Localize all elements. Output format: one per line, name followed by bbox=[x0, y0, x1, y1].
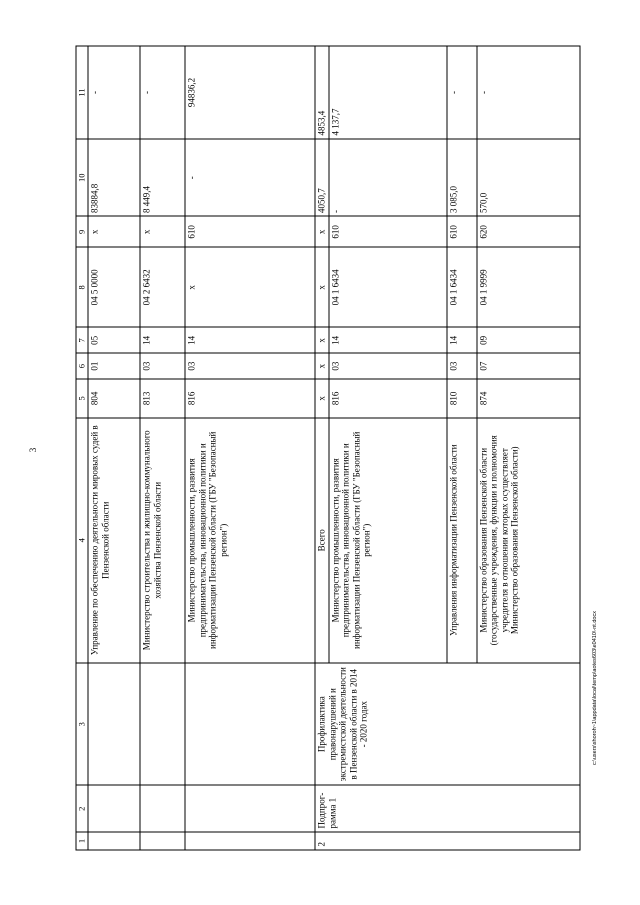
header-cell: 6 bbox=[76, 353, 88, 379]
header-cell: 10 bbox=[76, 139, 88, 216]
cell-vr: x bbox=[315, 216, 329, 247]
cell-pr: 14 bbox=[329, 327, 447, 353]
cell-csr: 04 1 9999 bbox=[477, 247, 580, 327]
cell-grbs: 810 bbox=[447, 379, 477, 418]
cell-csr: x bbox=[185, 247, 315, 327]
cell-executor: Министерство промышленности, развития предпринимательства, инновационной политики и информатизации Пензенской области (ГБУ "Безопасный регион") bbox=[329, 418, 447, 663]
cell-pr: 14 bbox=[140, 327, 185, 353]
cell-program-name: Профилактика правонарушений и экстремистской деятельности в Пензенской области в 2014 - 2020 годах bbox=[315, 663, 580, 786]
cell-program bbox=[185, 785, 315, 831]
cell-amount-11: 94836,2 bbox=[185, 46, 315, 139]
cell-pr: 05 bbox=[88, 327, 140, 353]
cell-amount-11: - bbox=[447, 46, 477, 139]
cell-amount-10: 4050,7 bbox=[315, 139, 329, 216]
cell-vr: 610 bbox=[329, 216, 447, 247]
cell-executor: Управление по обеспечению деятельности мировых судей в Пензенской области bbox=[88, 418, 140, 663]
cell-vr: 620 bbox=[477, 216, 580, 247]
header-cell: 3 bbox=[76, 663, 88, 786]
header-cell: 1 bbox=[76, 832, 88, 850]
cell-pr: x bbox=[315, 327, 329, 353]
table-row bbox=[88, 46, 140, 850]
cell-amount-11: - bbox=[140, 46, 185, 139]
cell-grbs: 874 bbox=[477, 379, 580, 418]
cell-amount-10: 83884,8 bbox=[88, 139, 140, 216]
cell-amount-11: - bbox=[88, 46, 140, 139]
header-cell: 5 bbox=[76, 379, 88, 418]
cell-rz: 03 bbox=[185, 353, 315, 379]
cell-amount-11: - bbox=[477, 46, 580, 139]
cell-executor: Министерство образования Пензенской области (государственные учреждения, функции и полномочия учредителя в отношении которых осуществляет Министерство образования Пензенской области) bbox=[477, 418, 580, 663]
page-number: 3 bbox=[28, 447, 38, 453]
cell-amount-11: 4 137,7 bbox=[329, 46, 447, 139]
cell-program bbox=[88, 785, 140, 831]
cell-amount-10: 8 449,4 bbox=[140, 139, 185, 216]
document-path: c:\users\shoroh~1\appdata\local\temp\aotes603\e0410\-nt.docx bbox=[592, 611, 598, 765]
header-cell: 11 bbox=[76, 46, 88, 139]
cell-amount-10: 570,0 bbox=[477, 139, 580, 216]
cell-program-name bbox=[88, 663, 140, 786]
cell-executor: Всего bbox=[315, 418, 329, 663]
header-cell: 8 bbox=[76, 247, 88, 327]
cell-csr: 04 2 6432 bbox=[140, 247, 185, 327]
cell-rz: 07 bbox=[477, 353, 580, 379]
cell-csr: 04 5 0000 bbox=[88, 247, 140, 327]
budget-table bbox=[76, 46, 581, 851]
cell-grbs: 816 bbox=[185, 379, 315, 418]
cell-executor: Министерство строительства и жилищно-коммунального хозяйства Пензенской области bbox=[140, 418, 185, 663]
cell-rz: x bbox=[315, 353, 329, 379]
cell-rz: 03 bbox=[329, 353, 447, 379]
header-cell: 2 bbox=[76, 785, 88, 831]
cell-grbs: 813 bbox=[140, 379, 185, 418]
cell-csr: 04 1 6434 bbox=[447, 247, 477, 327]
cell-amount-11: 4853,4 bbox=[315, 46, 329, 139]
cell-csr: 04 1 6434 bbox=[329, 247, 447, 327]
header-cell: 7 bbox=[76, 327, 88, 353]
cell-grbs: 816 bbox=[329, 379, 447, 418]
cell-program bbox=[140, 785, 185, 831]
cell-number: 2 bbox=[315, 832, 580, 850]
cell-rz: 03 bbox=[140, 353, 185, 379]
cell-vr: 610 bbox=[185, 216, 315, 247]
cell-rz: 03 bbox=[447, 353, 477, 379]
header-cell: 4 bbox=[76, 418, 88, 663]
table-row bbox=[185, 46, 315, 850]
cell-rz: 01 bbox=[88, 353, 140, 379]
cell-number bbox=[140, 832, 185, 850]
cell-program-name bbox=[185, 663, 315, 786]
cell-executor: Министерство промышленности, развития предпринимательства, инновационной политики и информатизации Пензенской области (ГБУ "Безопасный регион") bbox=[185, 418, 315, 663]
cell-executor: Управления информатизации Пензенской области bbox=[447, 418, 477, 663]
header-row bbox=[76, 46, 88, 850]
table-row bbox=[315, 46, 329, 850]
cell-number bbox=[185, 832, 315, 850]
cell-csr: x bbox=[315, 247, 329, 327]
cell-amount-10: - bbox=[185, 139, 315, 216]
cell-amount-10: 3 085,0 bbox=[447, 139, 477, 216]
cell-pr: 14 bbox=[185, 327, 315, 353]
cell-vr: 610 bbox=[447, 216, 477, 247]
cell-pr: 14 bbox=[447, 327, 477, 353]
cell-number bbox=[88, 832, 140, 850]
table-row bbox=[140, 46, 185, 850]
cell-pr: 09 bbox=[477, 327, 580, 353]
cell-vr: x bbox=[140, 216, 185, 247]
rotated-table-sheet bbox=[76, 46, 581, 851]
cell-program-name bbox=[140, 663, 185, 786]
cell-amount-10: - bbox=[329, 139, 447, 216]
header-cell: 9 bbox=[76, 216, 88, 247]
cell-grbs: x bbox=[315, 379, 329, 418]
cell-program: Подпрог-рамма 1 bbox=[315, 785, 580, 831]
cell-vr: x bbox=[88, 216, 140, 247]
cell-grbs: 804 bbox=[88, 379, 140, 418]
